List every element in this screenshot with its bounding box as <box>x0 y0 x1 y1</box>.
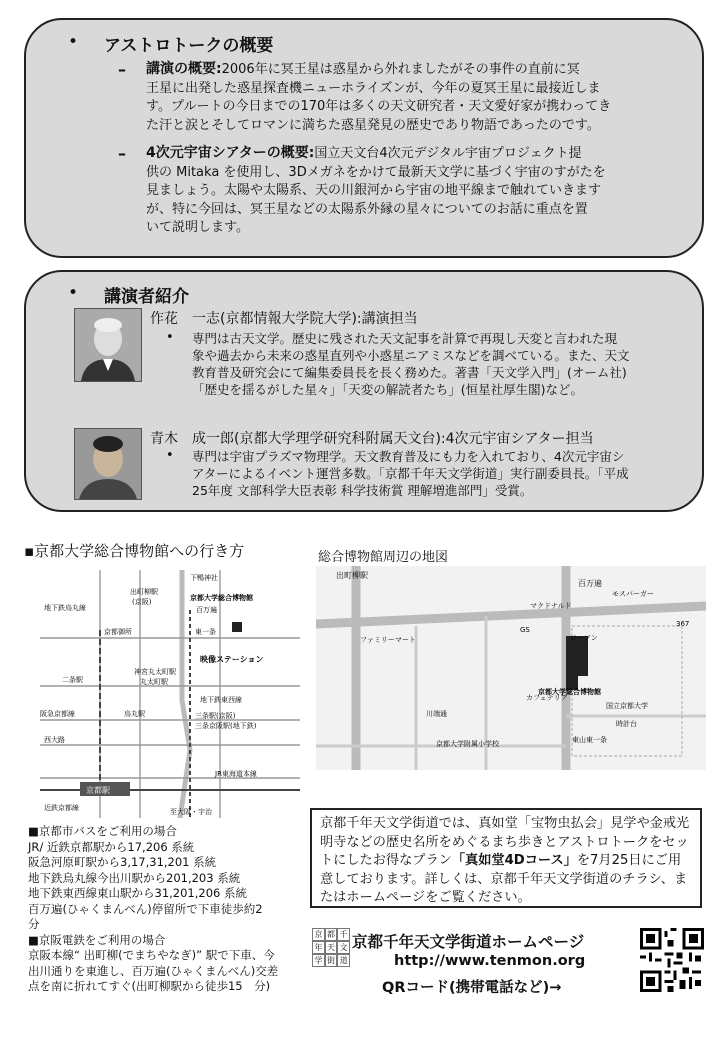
svg-text:出町柳駅: 出町柳駅 <box>130 588 158 596</box>
svg-text:烏丸駅: 烏丸駅 <box>124 710 145 718</box>
svg-text:GS: GS <box>520 626 530 634</box>
bullet: • <box>166 330 174 345</box>
lecture-label: 講演の概要: <box>146 61 222 77</box>
svg-text:神宮丸太町駅: 神宮丸太町駅 <box>134 668 176 676</box>
theater-label: 4次元宇宙シアターの概要: <box>146 145 315 161</box>
svg-text:ローソン: ローソン <box>570 634 598 642</box>
area-map <box>316 566 706 770</box>
theater-summary: 4次元宇宙シアターの概要:国立天文台4次元デジタル宇宙プロジェクト提 供の Mitaka を使用し、3Dメガネをかけて最新天文学に基づく宇宙のすがたを 見ましょう。太陽や太陽系、天の川銀河から宇宙の地平線まで触れていきます が、特に今回は、冥王星などの太陽系外縁の星々についてのお話に重点を置 いて説明します。 <box>146 145 606 235</box>
speaker-name-sakka: 作花 一志(京都情報大学院大学):講演担当 <box>150 311 418 327</box>
tenmon-logo: 京 都 千 年 天 文 学 街 道 <box>312 928 350 966</box>
svg-text:二条駅: 二条駅 <box>62 676 83 684</box>
course-notice: 京都千年天文学街道では、真如堂「宝物虫払会」見学や金戒光明寺などの歴史名所をめぐるまち歩きとアストロトークをセットにしたお得なプラン「真如堂4Dコース」を7月25日にご用意しております。詳しくは、京都千年天文学街道のチラシ、またはホームページをご覧ください。 <box>310 808 702 908</box>
homepage-url[interactable]: http://www.tenmon.org <box>394 953 586 969</box>
svg-text:近鉄京都線: 近鉄京都線 <box>44 804 79 812</box>
svg-text:映像ステーション: 映像ステーション <box>200 655 264 664</box>
area-map-title: 総合博物館周辺の地図 <box>318 550 449 565</box>
svg-text:東山東一条: 東山東一条 <box>572 736 607 744</box>
svg-text:三条駅(京阪): 三条駅(京阪) <box>195 712 236 720</box>
speaker-name-aoki: 青木 成一郎(京都大学理学研究科附属天文台):4次元宇宙シアター担当 <box>150 431 594 447</box>
svg-text:京都大学附属小学校: 京都大学附属小学校 <box>436 740 499 748</box>
speakers-box <box>24 270 704 512</box>
speaker-photo-aoki <box>74 428 142 500</box>
svg-text:丸太町駅: 丸太町駅 <box>140 678 168 686</box>
svg-text:JR東海道本線: JR東海道本線 <box>215 770 257 778</box>
homepage-block <box>308 928 638 1023</box>
svg-text:至大阪・宇治: 至大阪・宇治 <box>170 808 212 816</box>
overview-heading: アストロトークの概要 <box>104 36 274 56</box>
homepage-title: 京都千年天文学街道ホームページ <box>352 933 585 951</box>
svg-text:出町柳駅: 出町柳駅 <box>336 571 368 580</box>
svg-text:ファミリーマート: ファミリーマート <box>360 636 416 644</box>
qr-code-icon[interactable] <box>640 928 704 992</box>
svg-text:地下鉄烏丸線: 地下鉄烏丸線 <box>44 604 86 612</box>
route-map <box>40 570 300 818</box>
svg-text:三条京阪駅(地下鉄): 三条京阪駅(地下鉄) <box>195 722 257 730</box>
museum-marker <box>232 622 242 632</box>
svg-text:西大路: 西大路 <box>44 736 65 744</box>
directions-title: ▪京都大学総合博物館への行き方 <box>24 542 245 560</box>
qr-label: QRコード(携帯電話など)→ <box>382 980 562 996</box>
svg-text:(京阪): (京阪) <box>132 598 152 606</box>
svg-text:川端通: 川端通 <box>426 710 447 718</box>
speaker-bio-aoki: 専門は宇宙プラズマ物理学。天文教育普及にも力を入れており、4次元宇宙シ アターによるイベント運営多数。「京都千年天文学街道」実行副委員長。「平成 25年度 文部科学大臣表彰 科学技術賞 理解増進部門」受賞。 <box>192 449 629 498</box>
svg-text:百万遍: 百万遍 <box>196 606 217 614</box>
dash: – <box>118 144 126 163</box>
svg-text:モスバーガー: モスバーガー <box>612 590 654 598</box>
access-info: ■京都市バスをご利用の場合 JR/ 近鉄京都駅から17,206 系統 阪急河原町駅から3,17,31,201 系統 地下鉄烏丸線今出川駅から201,203 系統 地下鉄東西線東山駅から31,201,206 系統 百万遍(ひゃくまんべん)停留所で下車徒歩約2 分 ■京阪電鉄をご利用の場合 京阪本線“ 出町柳(でまちやなぎ)” 駅で下車、今 出川通りを東進し、百万遍(ひゃくまんべん)交差 点を南に折れてすぐ(出町柳駅から徒歩15 分) <box>28 824 279 993</box>
svg-text:下鴨神社: 下鴨神社 <box>190 574 218 582</box>
svg-text:京都大学総合博物館: 京都大学総合博物館 <box>538 688 601 696</box>
label-kyoto-station: 京都駅 <box>86 786 110 795</box>
svg-text:国立京都大学: 国立京都大学 <box>606 702 648 710</box>
lecture-summary: 講演の概要:2006年に冥王星は惑星から外れましたがその事件の直前に冥 王星に出発した惑星探査機ニューホライズンが、今年の夏冥王星に最接近しま す。プルートの今日までの170年は多くの天文研究者・天文愛好家が携わってき た汗と涙とそしてロマンに満ちた惑星発見の歴史であり物語であったのです。 <box>146 61 612 133</box>
dash: – <box>118 60 126 79</box>
svg-text:マクドナルド: マクドナルド <box>530 602 572 610</box>
svg-text:地下鉄東西線: 地下鉄東西線 <box>200 696 242 704</box>
svg-text:阪急京都線: 阪急京都線 <box>40 710 75 718</box>
overview-box <box>24 18 704 258</box>
svg-text:東一条: 東一条 <box>195 628 216 636</box>
speaker-photo-sakka <box>74 308 142 382</box>
bullet: • <box>166 448 174 463</box>
svg-text:時計台: 時計台 <box>616 720 637 728</box>
svg-text:百万遍: 百万遍 <box>578 579 602 588</box>
svg-text:京都大学総合博物館: 京都大学総合博物館 <box>190 594 253 602</box>
course-name: 「真如堂4Dコース」 <box>451 853 577 868</box>
bullet: • <box>68 283 79 303</box>
speaker-bio-sakka: 専門は古天文学。歴史に残された天文記事を計算で再現し天変と言われた現 象や過去から未来の惑星直列や小惑星ニアミスなどを調べている。また、天文 教育普及研究会にて編集委員長を長く務めた。著書「天文学入門」(オーム社) 「歴史を揺るがした星々」「天変の解読者たち」(恒星社厚生閣)など。 <box>192 331 630 397</box>
svg-text:367: 367 <box>676 620 690 628</box>
speakers-heading: 講演者紹介 <box>104 287 189 307</box>
svg-text:カフェテリア: カフェテリア <box>526 694 568 702</box>
bullet: • <box>68 32 79 52</box>
svg-text:京都御所: 京都御所 <box>104 628 132 636</box>
